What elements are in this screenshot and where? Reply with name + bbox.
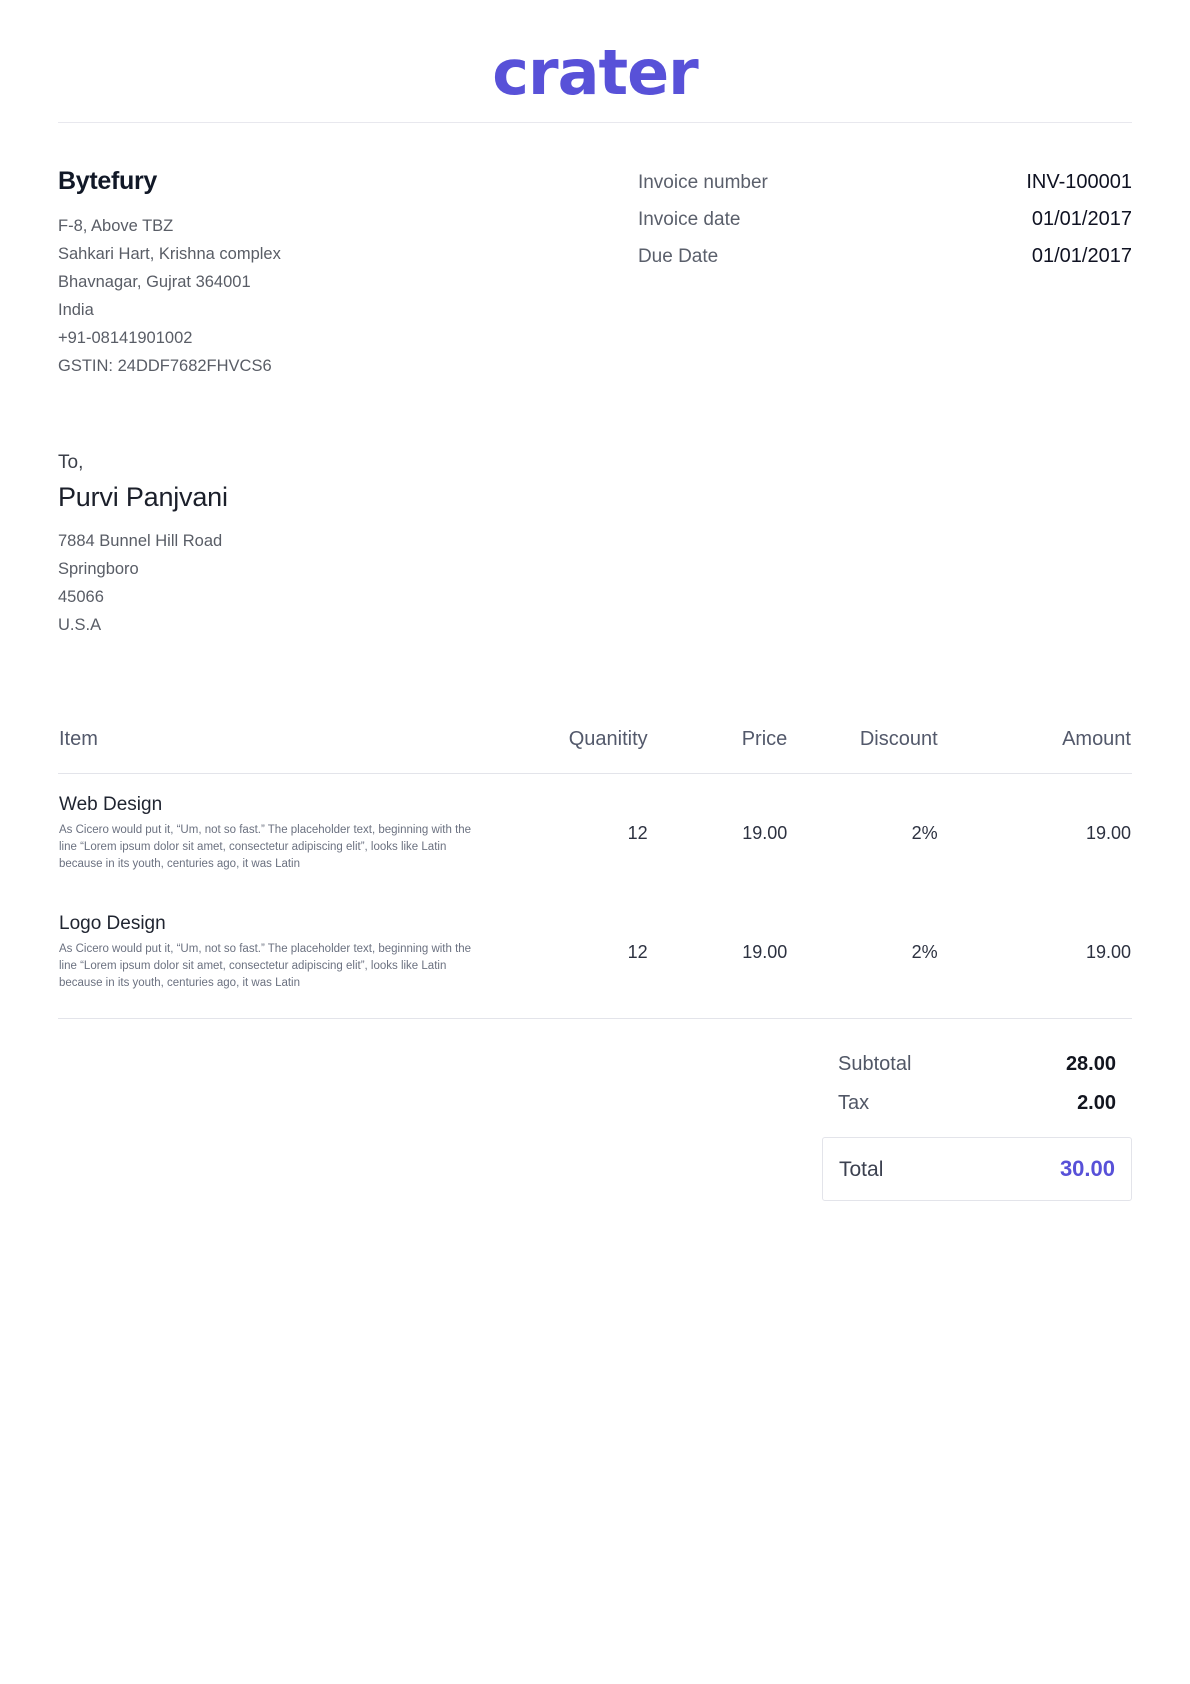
item-description: As Cicero would put it, “Um, not so fast.” The placeholder text, beginning with the line “Lorem ipsum dolor sit amet, consectetur adipiscing elit”, looks like Latin because in its youth, centuries ago, it was Latin [59, 943, 472, 989]
bill-to-address-line: Springboro [58, 560, 139, 578]
invoice-number-label: Invoice number [637, 172, 768, 193]
tax-value: 2.00 [1077, 1092, 1116, 1114]
item-quantity: 12 [509, 893, 649, 1019]
totals-section [0, 1019, 1190, 1201]
item-discount: 2% [911, 823, 938, 843]
company-address-line: India [58, 301, 94, 319]
due-date-row [638, 245, 1132, 268]
header-price: Price [649, 727, 789, 774]
total-value: 30.00 [1059, 1156, 1115, 1181]
bill-to-block [0, 380, 1190, 639]
item-cell [58, 893, 509, 1019]
logo-text: crater [492, 36, 698, 109]
subtotal-row [822, 1045, 1132, 1084]
total-row [822, 1137, 1132, 1201]
due-date-label: Due Date [637, 246, 719, 267]
item-name: Web Design [59, 794, 163, 815]
invoice-date-value: 01/01/2017 [1031, 208, 1132, 230]
header-quantity: Quanitity [509, 727, 649, 774]
company-address-line: F-8, Above TBZ [58, 217, 174, 235]
item-discount: 2% [788, 893, 938, 1019]
items-section [0, 639, 1190, 1019]
invoice-date-row [638, 208, 1132, 231]
bill-to-address-line: U.S.A [58, 616, 102, 634]
invoice-meta-block [638, 167, 1132, 380]
item-amount: 19.00 [1085, 823, 1131, 843]
item-description: As Cicero would put it, “Um, not so fast.” The placeholder text, beginning with the line “Lorem ipsum dolor sit amet, consectetur adipiscing elit”, looks like Latin because in its youth, centuries ago, it was Latin [59, 824, 472, 870]
company-address-line: Sahkari Hart, Krishna complex [58, 245, 281, 263]
invoice-header [0, 123, 1190, 380]
items-table-head [58, 727, 1132, 774]
table-row [58, 774, 1132, 894]
company-name: Bytefury [58, 167, 158, 195]
items-table [58, 727, 1132, 1019]
bill-to-name: Purvi Panjvani [58, 482, 228, 512]
company-block [58, 167, 638, 380]
company-address-line: Bhavnagar, Gujrat 364001 [58, 273, 251, 291]
brand-logo [0, 0, 1190, 122]
tax-label: Tax [838, 1092, 870, 1114]
item-price: 19.00 [742, 823, 788, 843]
invoice-number-row [638, 171, 1132, 194]
invoice-number-value: INV-100001 [1026, 171, 1132, 193]
subtotal-label: Subtotal [838, 1053, 912, 1075]
subtotal-value: 28.00 [1065, 1053, 1116, 1075]
item-quantity: 12 [627, 823, 648, 843]
due-date-value: 01/01/2017 [1031, 245, 1132, 267]
bill-to-address-line: 7884 Bunnel Hill Road [58, 532, 223, 550]
item-cell [58, 774, 509, 894]
company-gstin: GSTIN: 24DDF7682FHVCS6 [58, 357, 272, 375]
table-row [58, 893, 1132, 1019]
item-amount: 19.00 [939, 893, 1132, 1019]
bill-to-prefix: To, [58, 452, 84, 473]
header-item: Item [58, 727, 509, 774]
item-price: 19.00 [649, 893, 789, 1019]
total-label: Total [839, 1158, 884, 1181]
header-discount: Discount [788, 727, 938, 774]
items-table-header-row [58, 727, 1132, 774]
item-name: Logo Design [59, 913, 166, 934]
tax-row [822, 1084, 1132, 1123]
header-amount: Amount [939, 727, 1132, 774]
items-table-body [58, 774, 1132, 1019]
company-phone: +91-08141901002 [58, 329, 193, 347]
totals-block [822, 1045, 1132, 1201]
bill-to-address-line: 45066 [58, 588, 104, 606]
invoice-date-label: Invoice date [637, 209, 741, 230]
